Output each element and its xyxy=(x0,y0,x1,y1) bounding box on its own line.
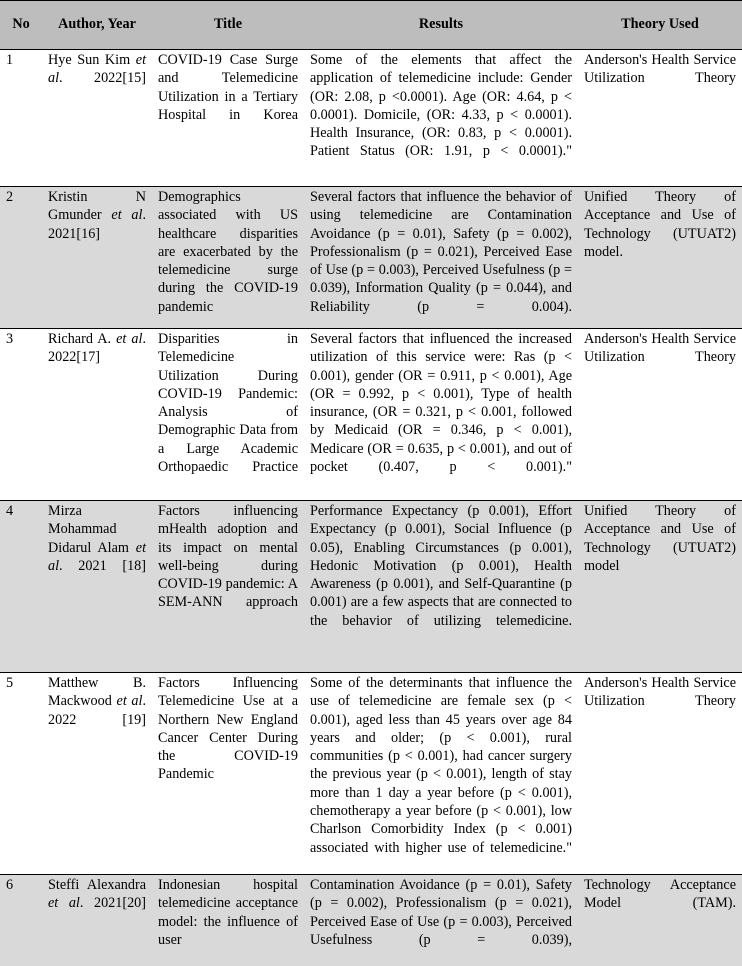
row-theory: Unified Theory of Acceptance and Use of Technology (UTUAT2) model xyxy=(578,501,742,673)
header-results: Results xyxy=(304,1,578,50)
header-row xyxy=(0,1,742,50)
row-number: 5 xyxy=(0,673,42,875)
table-row xyxy=(0,50,742,187)
table-row xyxy=(0,187,742,329)
row-title: Factors influencing mHealth adoption and its impact on mental well-being during COVID-19 pandemic: A SEM-ANN approach xyxy=(152,501,304,673)
row-number: 1 xyxy=(0,50,42,187)
row-results: Several factors that influence the behavior of using telemedicine are Contamination Avoidance (p = 0.01), Safety (p = 0.002), Professionalism (p = 0.021), Perceived Ease of Use (p = 0.003), Perceived Usefulness (p = 0.039), Information Quality (p = 0.044), and Reliability (p = 0.004). xyxy=(304,187,578,329)
header-title: Title xyxy=(152,1,304,50)
row-results: Contamination Avoidance (p = 0.01), Safety (p = 0.002), Professionalism (p = 0.021), Perceived Ease of Use (p = 0.003), Perceived Usefulness (p = 0.039), xyxy=(304,875,578,966)
row-number: 3 xyxy=(0,329,42,501)
row-theory: Unified Theory of Acceptance and Use of Technology (UTUAT2) model. xyxy=(578,187,742,329)
row-theory: Anderson's Health Service Utilization Theory xyxy=(578,50,742,187)
row-title: Indonesian hospital telemedicine acceptance model: the influence of user xyxy=(152,875,304,966)
row-results: Several factors that influenced the increased utilization of this service were: Ras (p < 0.001), gender (OR = 0.911, p < 0.001), Age (OR = 0.992, p < 0.001), Type of health insurance, (OR = 0.321, p < 0.001, followed by Medicaid (OR = 0.346, p < 0.001), Medicare (OR = 0.635, p < 0.001), and out of pocket (0.407, p < 0.001)." xyxy=(304,329,578,501)
table-row xyxy=(0,329,742,501)
row-results: Performance Expectancy (p 0.001), Effort Expectancy (p 0.001), Social Influence (p 0.05), Enabling Circumstances (p 0.001), Hedonic Motivation (p 0.001), Health Awareness (p 0.001), and Self-Quarantine (p 0.001) are a few aspects that are connected to the behavior of utilizing telemedicine. xyxy=(304,501,578,673)
row-author: Matthew B. Mackwood et al. 2022 [19] xyxy=(42,673,152,875)
row-title: COVID-19 Case Surge and Telemedicine Utilization in a Tertiary Hospital in Korea xyxy=(152,50,304,187)
row-theory: Technology Acceptance Model (TAM). xyxy=(578,875,742,966)
row-title: Factors Influencing Telemedicine Use at a Northern New England Cancer Center During the COVID-19 Pandemic xyxy=(152,673,304,875)
header-theory-used: Theory Used xyxy=(578,1,742,50)
row-author: Kristin N Gmunder et al. 2021[16] xyxy=(42,187,152,329)
row-theory: Anderson's Health Service Utilization Theory xyxy=(578,329,742,501)
row-results: Some of the elements that affect the application of telemedicine include: Gender (OR: 2.08, p <0.0001). Age (OR: 4.64, p < 0.0001). Domicile, (OR: 4.33, p < 0.0001). Health Insurance, (OR: 0.83, p < 0.0001). Patient Status (OR: 1.91, p < 0.0001)." xyxy=(304,50,578,187)
row-author: Richard A. et al. 2022[17] xyxy=(42,329,152,501)
header-no: No xyxy=(0,1,42,50)
header-author-year: Author, Year xyxy=(42,1,152,50)
table-row xyxy=(0,875,742,966)
row-number: 2 xyxy=(0,187,42,329)
row-title: Disparities in Telemedicine Utilization During COVID-19 Pandemic: Analysis of Demographic Data from a Large Academic Orthopaedic Practice xyxy=(152,329,304,501)
row-number: 6 xyxy=(0,875,42,966)
row-author: Steffi Alexandra et al. 2021[20] xyxy=(42,875,152,966)
row-theory: Anderson's Health Service Utilization Theory xyxy=(578,673,742,875)
row-results: Some of the determinants that influence the use of telemedicine are female sex (p < 0.001), aged less than 45 years over age 84 years and older; (p < 0.001), rural communities (p < 0.001), had cancer surgery the previous year (p < 0.001), length of stay more than 1 day a year before (p < 0.001), chemotherapy a year before (p < 0.001), low Charlson Comorbidity Index (p < 0.001) associated with higher use of telemedicine." xyxy=(304,673,578,875)
table-row xyxy=(0,673,742,875)
row-title: Demographics associated with US healthcare disparities are exacerbated by the telemedicine surge during the COVID-19 pandemic xyxy=(152,187,304,329)
row-author: Hye Sun Kim et al. 2022[15] xyxy=(42,50,152,187)
table-row xyxy=(0,501,742,673)
row-number: 4 xyxy=(0,501,42,673)
row-author: Mirza Mohammad Didarul Alam et al. 2021 [18] xyxy=(42,501,152,673)
